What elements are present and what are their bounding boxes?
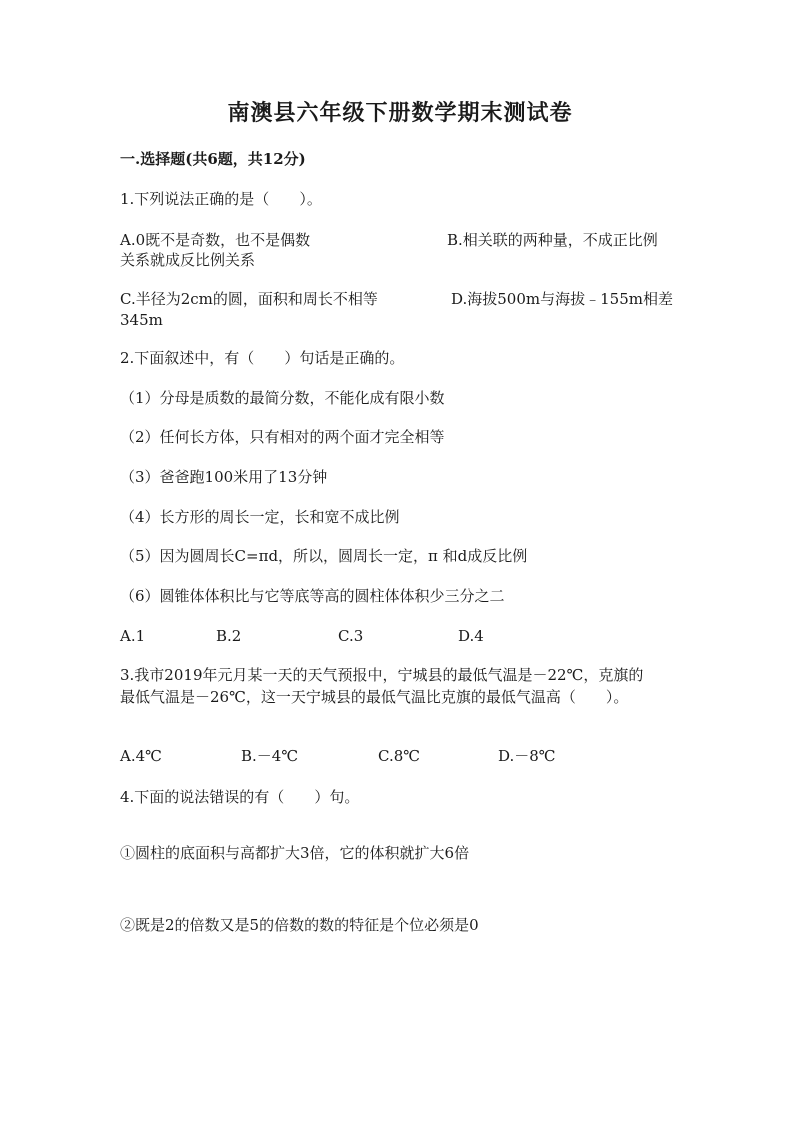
question-1-option-b: B.相关联的两种量，不成正比例	[447, 231, 658, 249]
question-2-option-c: C.3	[338, 627, 364, 645]
question-1-option-b-continued: 关系就成反比例关系	[120, 251, 256, 269]
question-3-option-b: B.－4℃	[241, 747, 299, 765]
question-1-option-d-continued: 345m	[120, 311, 163, 329]
question-3-option-a: A.4℃	[120, 747, 162, 765]
question-3-stem: 3.我市2019年元月某一天的天气预报中，宁城县的最低气温是－22℃，克旗的	[120, 666, 644, 684]
question-1-option-c: C.半径为2cm的圆，面积和周长不相等	[120, 290, 378, 308]
question-1-option-a: A.0既不是奇数，也不是偶数	[120, 231, 311, 249]
question-4-statement-1: ①圆柱的底面积与高都扩大3倍，它的体积就扩大6倍	[120, 844, 470, 862]
question-2-option-a: A.1	[120, 627, 146, 645]
question-2-stem: 2.下面叙述中，有（ ）句话是正确的。	[120, 349, 405, 367]
question-4-statement-2: ②既是2的倍数又是5的倍数的数的特征是个位必须是0	[120, 916, 479, 934]
question-1-stem: 1.下列说法正确的是（ ）。	[120, 190, 322, 208]
question-3-stem-continued: 最低气温是－26℃，这一天宁城县的最低气温比克旗的最低气温高（ ）。	[120, 688, 629, 706]
question-3-option-d: D.－8℃	[498, 747, 556, 765]
question-2-statement-1: （1）分母是质数的最简分数，不能化成有限小数	[120, 389, 445, 407]
question-2-option-b: B.2	[216, 627, 242, 645]
question-1-option-d: D.海拔500m与海拔﹣155m相差	[451, 290, 673, 308]
question-4-stem: 4.下面的说法错误的有（ ）句。	[120, 788, 360, 806]
question-2-statement-6: （6）圆锥体体积比与它等底等高的圆柱体体积少三分之二	[120, 587, 505, 605]
question-2-statement-5: （5）因为圆周长C=πd，所以，圆周长一定，π 和d成反比例	[120, 547, 528, 565]
question-3-option-c: C.8℃	[378, 747, 421, 765]
question-2-statement-2: （2）任何长方体，只有相对的两个面才完全相等	[120, 428, 445, 446]
question-2-option-d: D.4	[458, 627, 484, 645]
section-heading: 一.选择题(共6题，共12分)	[120, 150, 306, 168]
question-2-statement-4: （4）长方形的周长一定，长和宽不成比例	[120, 508, 400, 526]
question-2-statement-3: （3）爸爸跑100米用了13分钟	[120, 468, 328, 486]
page-title: 南澳县六年级下册数学期末测试卷	[227, 100, 573, 126]
